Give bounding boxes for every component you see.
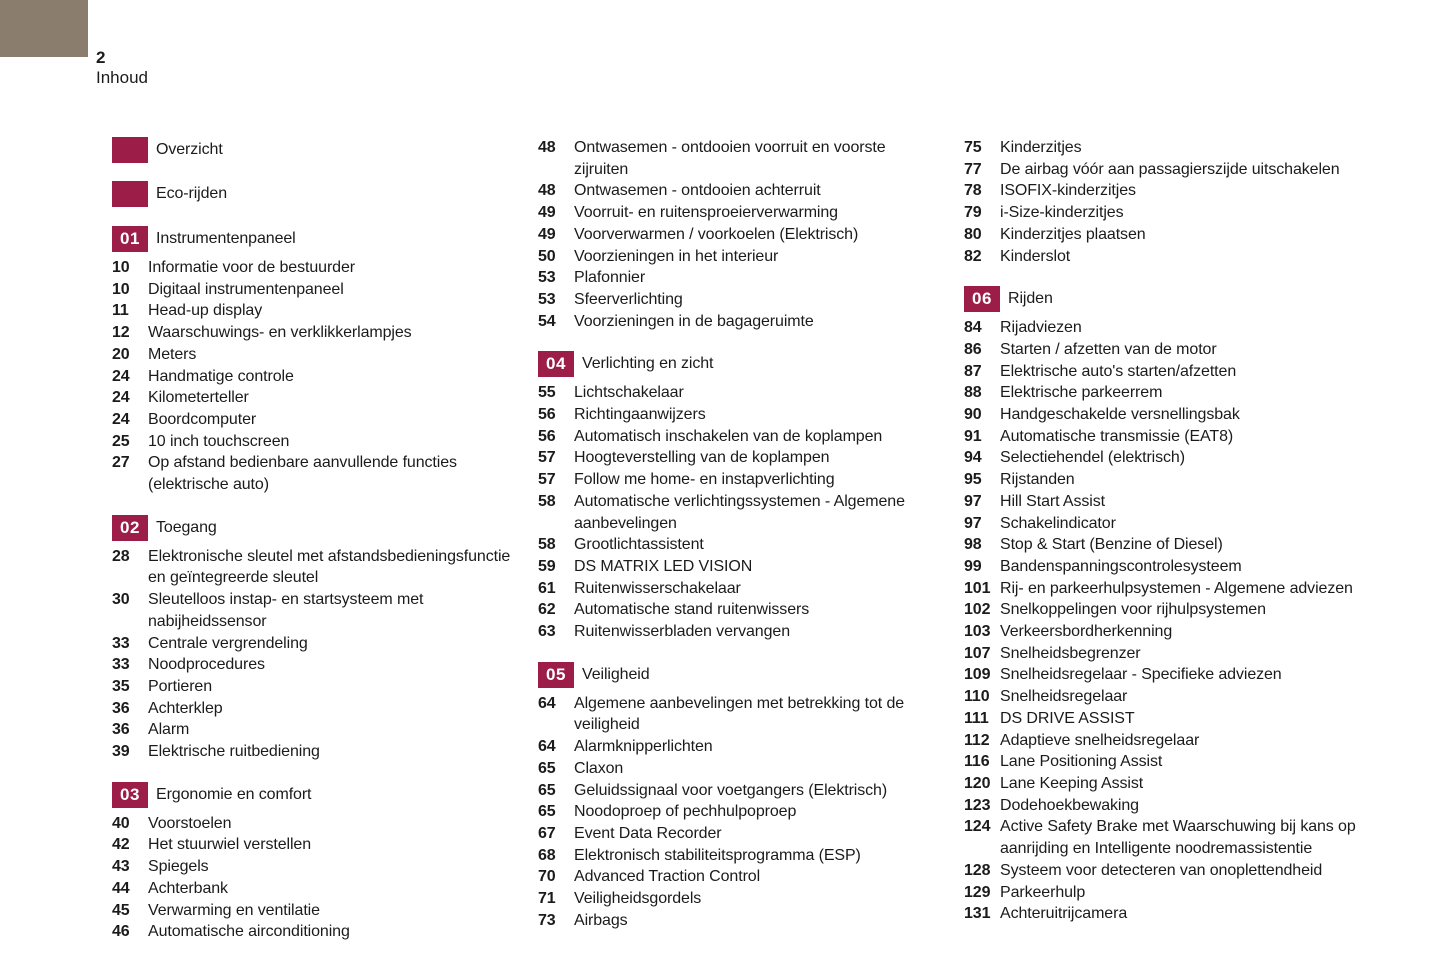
page-number: 2: [96, 48, 106, 67]
toc-entry-label: Centrale vergrendeling: [148, 634, 308, 652]
toc-section-heading: [964, 286, 1394, 312]
toc-chapter-badge: [112, 181, 513, 207]
toc-entry-label: DS MATRIX LED VISION: [574, 557, 753, 575]
toc-entry-label: Sfeerverlichting: [574, 290, 683, 308]
toc-entry: [538, 693, 939, 736]
toc-entry: [538, 311, 939, 333]
toc-entry: [538, 491, 939, 534]
toc-entry: [112, 409, 513, 431]
toc-entry: [538, 224, 939, 246]
section-number-box: 02: [112, 515, 148, 541]
toc-entry-label: Voorzieningen in het interieur: [574, 247, 779, 265]
toc-entry-page-number: 25: [112, 432, 130, 450]
toc-entry: [112, 300, 513, 322]
toc-entry-label: Noodoproep of pechhulpoproep: [574, 803, 797, 821]
toc-entry-label: 10 inch touchscreen: [148, 432, 290, 450]
toc-entry: [964, 317, 1394, 339]
toc-entry-page-number: 36: [112, 699, 130, 717]
toc-entry: [538, 534, 939, 556]
toc-column-2: [538, 137, 939, 943]
toc-entry-label: Noodprocedures: [148, 656, 265, 674]
section-title: Instrumentenpaneel: [156, 230, 296, 248]
toc-entry: [538, 823, 939, 845]
toc-entry: [964, 795, 1394, 817]
toc-entry: [964, 224, 1394, 246]
toc-entry-page-number: 24: [112, 367, 130, 385]
toc-entry: [538, 758, 939, 780]
toc-entry-label: Kinderzitjes: [1000, 139, 1082, 156]
toc-entry-page-number: 109: [964, 666, 991, 684]
toc-entry: [964, 137, 1394, 159]
toc-entry-label: Het stuurwiel verstellen: [148, 836, 311, 854]
toc-entry: [112, 834, 513, 856]
toc-entry-page-number: 75: [964, 139, 982, 156]
toc-entry-page-number: 88: [964, 384, 982, 402]
toc-entry-page-number: 64: [538, 738, 556, 756]
toc-columns: [112, 137, 1394, 943]
toc-entry: [538, 246, 939, 268]
toc-entry-page-number: 43: [112, 858, 130, 876]
toc-entry-page-number: 65: [538, 759, 556, 777]
toc-entry: [112, 878, 513, 900]
toc-entry-page-number: 35: [112, 677, 130, 695]
toc-entry-label: Rijadviezen: [1000, 319, 1082, 337]
toc-entry-label: Advanced Traction Control: [574, 868, 761, 886]
toc-entry: [964, 361, 1394, 383]
toc-entry-page-number: 78: [964, 182, 982, 200]
toc-entry: [538, 382, 939, 404]
section-title: Verlichting en zicht: [582, 355, 714, 373]
chapter-color-marker: [112, 137, 148, 163]
toc-entry-page-number: 98: [964, 536, 982, 554]
toc-entry-page-number: 10: [112, 259, 130, 276]
toc-entry: [538, 578, 939, 600]
toc-entry-label: Lichtschakelaar: [574, 384, 684, 402]
toc-entry: [538, 404, 939, 426]
toc-entry: [112, 676, 513, 698]
toc-entry-label: Meters: [148, 345, 197, 363]
toc-entry-label: Bandenspanningscontrolesysteem: [1000, 557, 1242, 575]
toc-entry-label: Algemene aanbevelingen met betrekking tot de veiligheid: [574, 694, 905, 734]
toc-entry-label: Veiligheidsgordels: [574, 890, 702, 908]
toc-entry-page-number: 48: [538, 182, 556, 200]
toc-entry-page-number: 50: [538, 247, 556, 265]
toc-entry-label: Geluidssignaal voor voetgangers (Elektrisch): [574, 781, 888, 799]
toc-entry: [112, 741, 513, 763]
toc-entry-page-number: 55: [538, 384, 556, 402]
toc-entry-label: Lane Keeping Assist: [1000, 774, 1144, 792]
toc-entry-label: Stop & Start (Benzine of Diesel): [1000, 536, 1223, 554]
toc-entry-page-number: 131: [964, 905, 991, 923]
toc-entry-label: Waarschuwings- en verklikkerlampjes: [148, 324, 412, 342]
toc-entry-label: Schakelindicator: [1000, 514, 1116, 532]
toc-entry: [964, 404, 1394, 426]
toc-entry: [538, 845, 939, 867]
toc-entry-page-number: 44: [112, 879, 130, 897]
toc-entry-page-number: 49: [538, 204, 556, 222]
toc-entry-page-number: 10: [112, 280, 130, 298]
toc-entry-page-number: 110: [964, 688, 990, 706]
toc-entry-label: ISOFIX-kinderzitjes: [1000, 182, 1136, 200]
toc-entry-page-number: 91: [964, 427, 982, 445]
toc-entry-page-number: 56: [538, 427, 556, 445]
toc-entry: [964, 860, 1394, 882]
toc-entry-label: Voorzieningen in de bagageruimte: [574, 312, 814, 330]
toc-entry-page-number: 59: [538, 557, 556, 575]
toc-entry-label: Elektronische sleutel met afstandsbedieningsfunctie en geïntegreerde sleutel: [148, 547, 511, 587]
toc-entry-label: Portieren: [148, 677, 213, 695]
toc-entry-label: Grootlichtassistent: [574, 536, 704, 554]
toc-entry-label: Achteruitrijcamera: [1000, 905, 1128, 923]
toc-entry-label: Airbags: [574, 911, 628, 929]
toc-entry-page-number: 33: [112, 656, 130, 674]
toc-entry-label: Selectiehendel (elektrisch): [1000, 449, 1185, 467]
toc-entry: [112, 546, 513, 589]
toc-section-heading: [112, 515, 513, 541]
toc-entry-page-number: 45: [112, 901, 130, 919]
toc-entry: [964, 447, 1394, 469]
toc-entry-label: Voorruit- en ruitensproeierverwarming: [574, 204, 838, 222]
toc-entry: [538, 801, 939, 823]
toc-entry-page-number: 57: [538, 449, 556, 467]
toc-entry: [964, 773, 1394, 795]
toc-entry-page-number: 65: [538, 803, 556, 821]
toc-entry: [112, 698, 513, 720]
toc-entry: [112, 452, 513, 495]
toc-entry-page-number: 63: [538, 623, 556, 641]
toc-entry-page-number: 54: [538, 312, 556, 330]
toc-entry-page-number: 129: [964, 883, 991, 901]
toc-entry: [964, 621, 1394, 643]
toc-entry-label: Rij- en parkeerhulpsystemen - Algemene adviezen: [1000, 579, 1353, 597]
toc-entry-label: Claxon: [574, 759, 624, 777]
toc-entry-page-number: 95: [964, 471, 982, 489]
toc-entry-page-number: 46: [112, 923, 130, 941]
toc-entry-label: Ontwasemen - ontdooien voorruit en voorste zijruiten: [574, 139, 886, 178]
toc-entry-label: Head-up display: [148, 302, 263, 320]
toc-entry-label: Boordcomputer: [148, 410, 257, 428]
toc-entry-page-number: 123: [964, 796, 991, 814]
toc-entry-label: i-Size-kinderzitjes: [1000, 204, 1124, 222]
toc-entry-label: Systeem voor detecteren van onoplettendheid: [1000, 861, 1323, 879]
toc-entry: [964, 643, 1394, 665]
toc-entry: [538, 599, 939, 621]
toc-entry-page-number: 56: [538, 406, 556, 424]
toc-entry-page-number: 58: [538, 492, 556, 510]
toc-entry-page-number: 61: [538, 579, 556, 597]
page-header: [96, 48, 148, 88]
toc-entry: [964, 382, 1394, 404]
toc-entry-page-number: 103: [964, 623, 991, 641]
toc-entry-label: Follow me home- en instapverlichting: [574, 471, 835, 489]
toc-entry-page-number: 128: [964, 861, 991, 879]
toc-entry-page-number: 120: [964, 774, 991, 792]
toc-entry-page-number: 71: [538, 890, 556, 908]
toc-entry-label: Snelheidsbegrenzer: [1000, 644, 1141, 662]
toc-entry-label: Digitaal instrumentenpaneel: [148, 280, 344, 298]
toc-entry-page-number: 12: [112, 324, 130, 342]
toc-entry: [964, 426, 1394, 448]
toc-entry: [964, 708, 1394, 730]
toc-entry-label: Hoogteverstelling van de koplampen: [574, 449, 830, 467]
toc-entry-page-number: 77: [964, 160, 982, 178]
toc-entry-label: Sleutelloos instap- en startsysteem met nabijheidssensor: [148, 591, 424, 630]
toc-entry: [964, 686, 1394, 708]
section-title: Veiligheid: [582, 665, 650, 683]
toc-entry-page-number: 73: [538, 911, 556, 929]
toc-entry-label: Richtingaanwijzers: [574, 406, 706, 424]
toc-entry-page-number: 48: [538, 139, 556, 156]
toc-entry-page-number: 65: [538, 781, 556, 799]
toc-section-heading: [112, 226, 513, 252]
header-corner-block: [0, 0, 88, 57]
toc-entry-label: Parkeerhulp: [1000, 883, 1086, 901]
toc-entry-label: Automatische transmissie (EAT8): [1000, 427, 1234, 445]
toc-entry-page-number: 53: [538, 269, 556, 287]
toc-entry: [112, 279, 513, 301]
toc-entry-label: Handmatige controle: [148, 367, 294, 385]
page-title: Inhoud: [96, 68, 148, 87]
toc-entry-page-number: 80: [964, 225, 982, 243]
toc-entry: [112, 589, 513, 632]
toc-entry: [538, 910, 939, 932]
toc-entry-page-number: 42: [112, 836, 130, 854]
toc-entry-page-number: 28: [112, 547, 130, 565]
toc-entry-page-number: 102: [964, 601, 991, 619]
toc-entry: [538, 780, 939, 802]
toc-entry: [538, 267, 939, 289]
toc-entry-label: Snelheidsregelaar: [1000, 688, 1128, 706]
toc-entry: [538, 736, 939, 758]
toc-entry: [964, 664, 1394, 686]
toc-entry: [538, 621, 939, 643]
toc-entry: [964, 513, 1394, 535]
toc-entry-page-number: 36: [112, 721, 130, 739]
toc-entry-label: Plafonnier: [574, 269, 646, 287]
toc-entry-page-number: 84: [964, 319, 982, 337]
toc-entry-page-number: 82: [964, 247, 982, 265]
toc-entry-page-number: 87: [964, 362, 982, 380]
toc-entry-label: Hill Start Assist: [1000, 492, 1105, 510]
section-number-box: 04: [538, 351, 574, 377]
toc-entry-page-number: 57: [538, 471, 556, 489]
toc-entry-page-number: 39: [112, 743, 130, 761]
toc-entry-page-number: 20: [112, 345, 130, 363]
toc-entry-page-number: 24: [112, 389, 130, 407]
chapter-title: Overzicht: [156, 141, 223, 159]
toc-entry-label: Snelheidsregelaar - Specifieke adviezen: [1000, 666, 1282, 684]
toc-entry: [964, 578, 1394, 600]
toc-entry: [964, 180, 1394, 202]
chapter-title: Eco-rijden: [156, 185, 228, 203]
toc-entry: [538, 888, 939, 910]
toc-entry: [538, 447, 939, 469]
toc-entry-label: Elektrische parkeerrem: [1000, 384, 1163, 402]
toc-entry-page-number: 11: [112, 302, 129, 320]
section-title: Toegang: [156, 518, 217, 536]
toc-entry: [964, 882, 1394, 904]
toc-entry-page-number: 68: [538, 846, 556, 864]
toc-entry-page-number: 62: [538, 601, 556, 619]
toc-entry-label: Kilometerteller: [148, 389, 249, 407]
toc-entry: [964, 339, 1394, 361]
toc-entry: [112, 366, 513, 388]
toc-entry: [538, 289, 939, 311]
toc-entry-label: Starten / afzetten van de motor: [1000, 340, 1217, 358]
toc-entry: [112, 387, 513, 409]
toc-entry: [112, 856, 513, 878]
toc-entry: [538, 180, 939, 202]
toc-entry-label: Automatische stand ruitenwissers: [574, 601, 810, 619]
toc-entry: [964, 599, 1394, 621]
toc-entry-label: Alarm: [148, 721, 190, 739]
toc-entry-label: Handgeschakelde versnellingsbak: [1000, 406, 1240, 424]
toc-entry: [538, 202, 939, 224]
toc-entry-page-number: 40: [112, 814, 130, 832]
toc-entry: [964, 751, 1394, 773]
toc-entry-page-number: 90: [964, 406, 982, 424]
toc-entry-label: Elektrische auto's starten/afzetten: [1000, 362, 1237, 380]
toc-entry: [112, 633, 513, 655]
section-number-box: 01: [112, 226, 148, 252]
toc-entry-page-number: 64: [538, 694, 556, 712]
toc-entry-page-number: 79: [964, 204, 982, 222]
toc-entry: [538, 469, 939, 491]
toc-entry-label: Elektrische ruitbediening: [148, 743, 320, 761]
toc-entry-label: Voorverwarmen / voorkoelen (Elektrisch): [574, 225, 859, 243]
toc-entry-label: Lane Positioning Assist: [1000, 753, 1163, 771]
toc-entry: [964, 246, 1394, 268]
toc-column-3: [964, 137, 1394, 943]
toc-entry: [112, 900, 513, 922]
chapter-color-marker: [112, 181, 148, 207]
toc-entry: [112, 719, 513, 741]
toc-entry-page-number: 58: [538, 536, 556, 554]
toc-entry-page-number: 30: [112, 591, 130, 609]
toc-entry-label: Adaptieve snelheidsregelaar: [1000, 731, 1200, 749]
section-number-box: 05: [538, 662, 574, 688]
toc-entry-label: De airbag vóór aan passagierszijde uitschakelen: [1000, 160, 1340, 178]
toc-entry-label: Informatie voor de bestuurder: [148, 259, 355, 276]
toc-entry-page-number: 107: [964, 644, 991, 662]
toc-entry-page-number: 97: [964, 492, 982, 510]
toc-entry-label: Active Safety Brake met Waarschuwing bij kans op aanrijding en Intelligente noodremassistentie: [1000, 818, 1356, 858]
toc-entry-label: Ruitenwisserschakelaar: [574, 579, 741, 597]
toc-entry-label: Automatische airconditioning: [148, 923, 350, 941]
toc-entry-label: Automatische verlichtingssystemen - Algemene aanbevelingen: [574, 492, 905, 532]
toc-entry-page-number: 94: [964, 449, 982, 467]
toc-column-1: [112, 137, 513, 943]
section-title: Rijden: [1008, 290, 1053, 308]
toc-entry-page-number: 49: [538, 225, 556, 243]
toc-entry-label: Achterbank: [148, 879, 228, 897]
toc-entry-label: Kinderzitjes plaatsen: [1000, 225, 1146, 243]
toc-entry-label: Elektronisch stabiliteitsprogramma (ESP): [574, 846, 861, 864]
toc-entry: [964, 816, 1394, 859]
toc-section-heading: [538, 662, 939, 688]
toc-entry: [112, 921, 513, 943]
toc-entry-page-number: 112: [964, 731, 990, 749]
toc-entry-label: Verkeersbordherkenning: [1000, 623, 1173, 641]
toc-entry-label: Alarmknipperlichten: [574, 738, 713, 756]
toc-entry-page-number: 111: [964, 709, 989, 727]
toc-entry-label: Ruitenwisserbladen vervangen: [574, 623, 790, 641]
toc-entry: [964, 469, 1394, 491]
section-number-box: 06: [964, 286, 1000, 312]
toc-entry-page-number: 99: [964, 557, 982, 575]
toc-entry-label: Spiegels: [148, 858, 209, 876]
toc-entry-page-number: 53: [538, 290, 556, 308]
toc-entry-label: Achterklep: [148, 699, 223, 717]
toc-entry-label: Automatisch inschakelen van de koplampen: [574, 427, 883, 445]
toc-entry-page-number: 97: [964, 514, 982, 532]
toc-entry: [964, 903, 1394, 925]
toc-entry-label: DS DRIVE ASSIST: [1000, 709, 1135, 727]
toc-entry-label: Dodehoekbewaking: [1000, 796, 1139, 814]
section-number-box: 03: [112, 782, 148, 808]
toc-entry: [112, 344, 513, 366]
toc-entry-page-number: 67: [538, 824, 556, 842]
toc-entry-label: Op afstand bedienbare aanvullende functies (elektrische auto): [148, 454, 457, 494]
toc-entry: [964, 534, 1394, 556]
toc-chapter-badge: [112, 137, 513, 163]
toc-entry: [964, 730, 1394, 752]
toc-entry: [538, 556, 939, 578]
toc-entry: [964, 556, 1394, 578]
toc-entry-page-number: 116: [964, 753, 990, 771]
toc-entry-page-number: 33: [112, 634, 130, 652]
toc-section-heading: [112, 782, 513, 808]
toc-entry-page-number: 70: [538, 868, 556, 886]
toc-entry: [112, 813, 513, 835]
toc-entry: [538, 426, 939, 448]
toc-entry: [112, 322, 513, 344]
toc-entry-label: Event Data Recorder: [574, 824, 722, 842]
toc-entry: [112, 654, 513, 676]
toc-entry: [964, 202, 1394, 224]
toc-entry-page-number: 27: [112, 454, 130, 472]
toc-entry-page-number: 24: [112, 410, 130, 428]
toc-entry-page-number: 101: [964, 579, 991, 597]
toc-entry-label: Rijstanden: [1000, 471, 1075, 489]
toc-entry: [112, 431, 513, 453]
toc-entry-label: Snelkoppelingen voor rijhulpsystemen: [1000, 601, 1266, 619]
section-title: Ergonomie en comfort: [156, 785, 312, 803]
toc-entry: [538, 866, 939, 888]
toc-entry: [964, 159, 1394, 181]
toc-entry: [538, 137, 939, 180]
toc-entry-label: Kinderslot: [1000, 247, 1071, 265]
toc-entry-label: Voorstoelen: [148, 814, 232, 832]
toc-entry-page-number: 86: [964, 340, 982, 358]
toc-section-heading: [538, 351, 939, 377]
toc-entry: [964, 491, 1394, 513]
toc-entry: [112, 257, 513, 279]
toc-entry-label: Ontwasemen - ontdooien achterruit: [574, 182, 821, 200]
toc-entry-label: Verwarming en ventilatie: [148, 901, 320, 919]
toc-entry-page-number: 124: [964, 818, 991, 836]
